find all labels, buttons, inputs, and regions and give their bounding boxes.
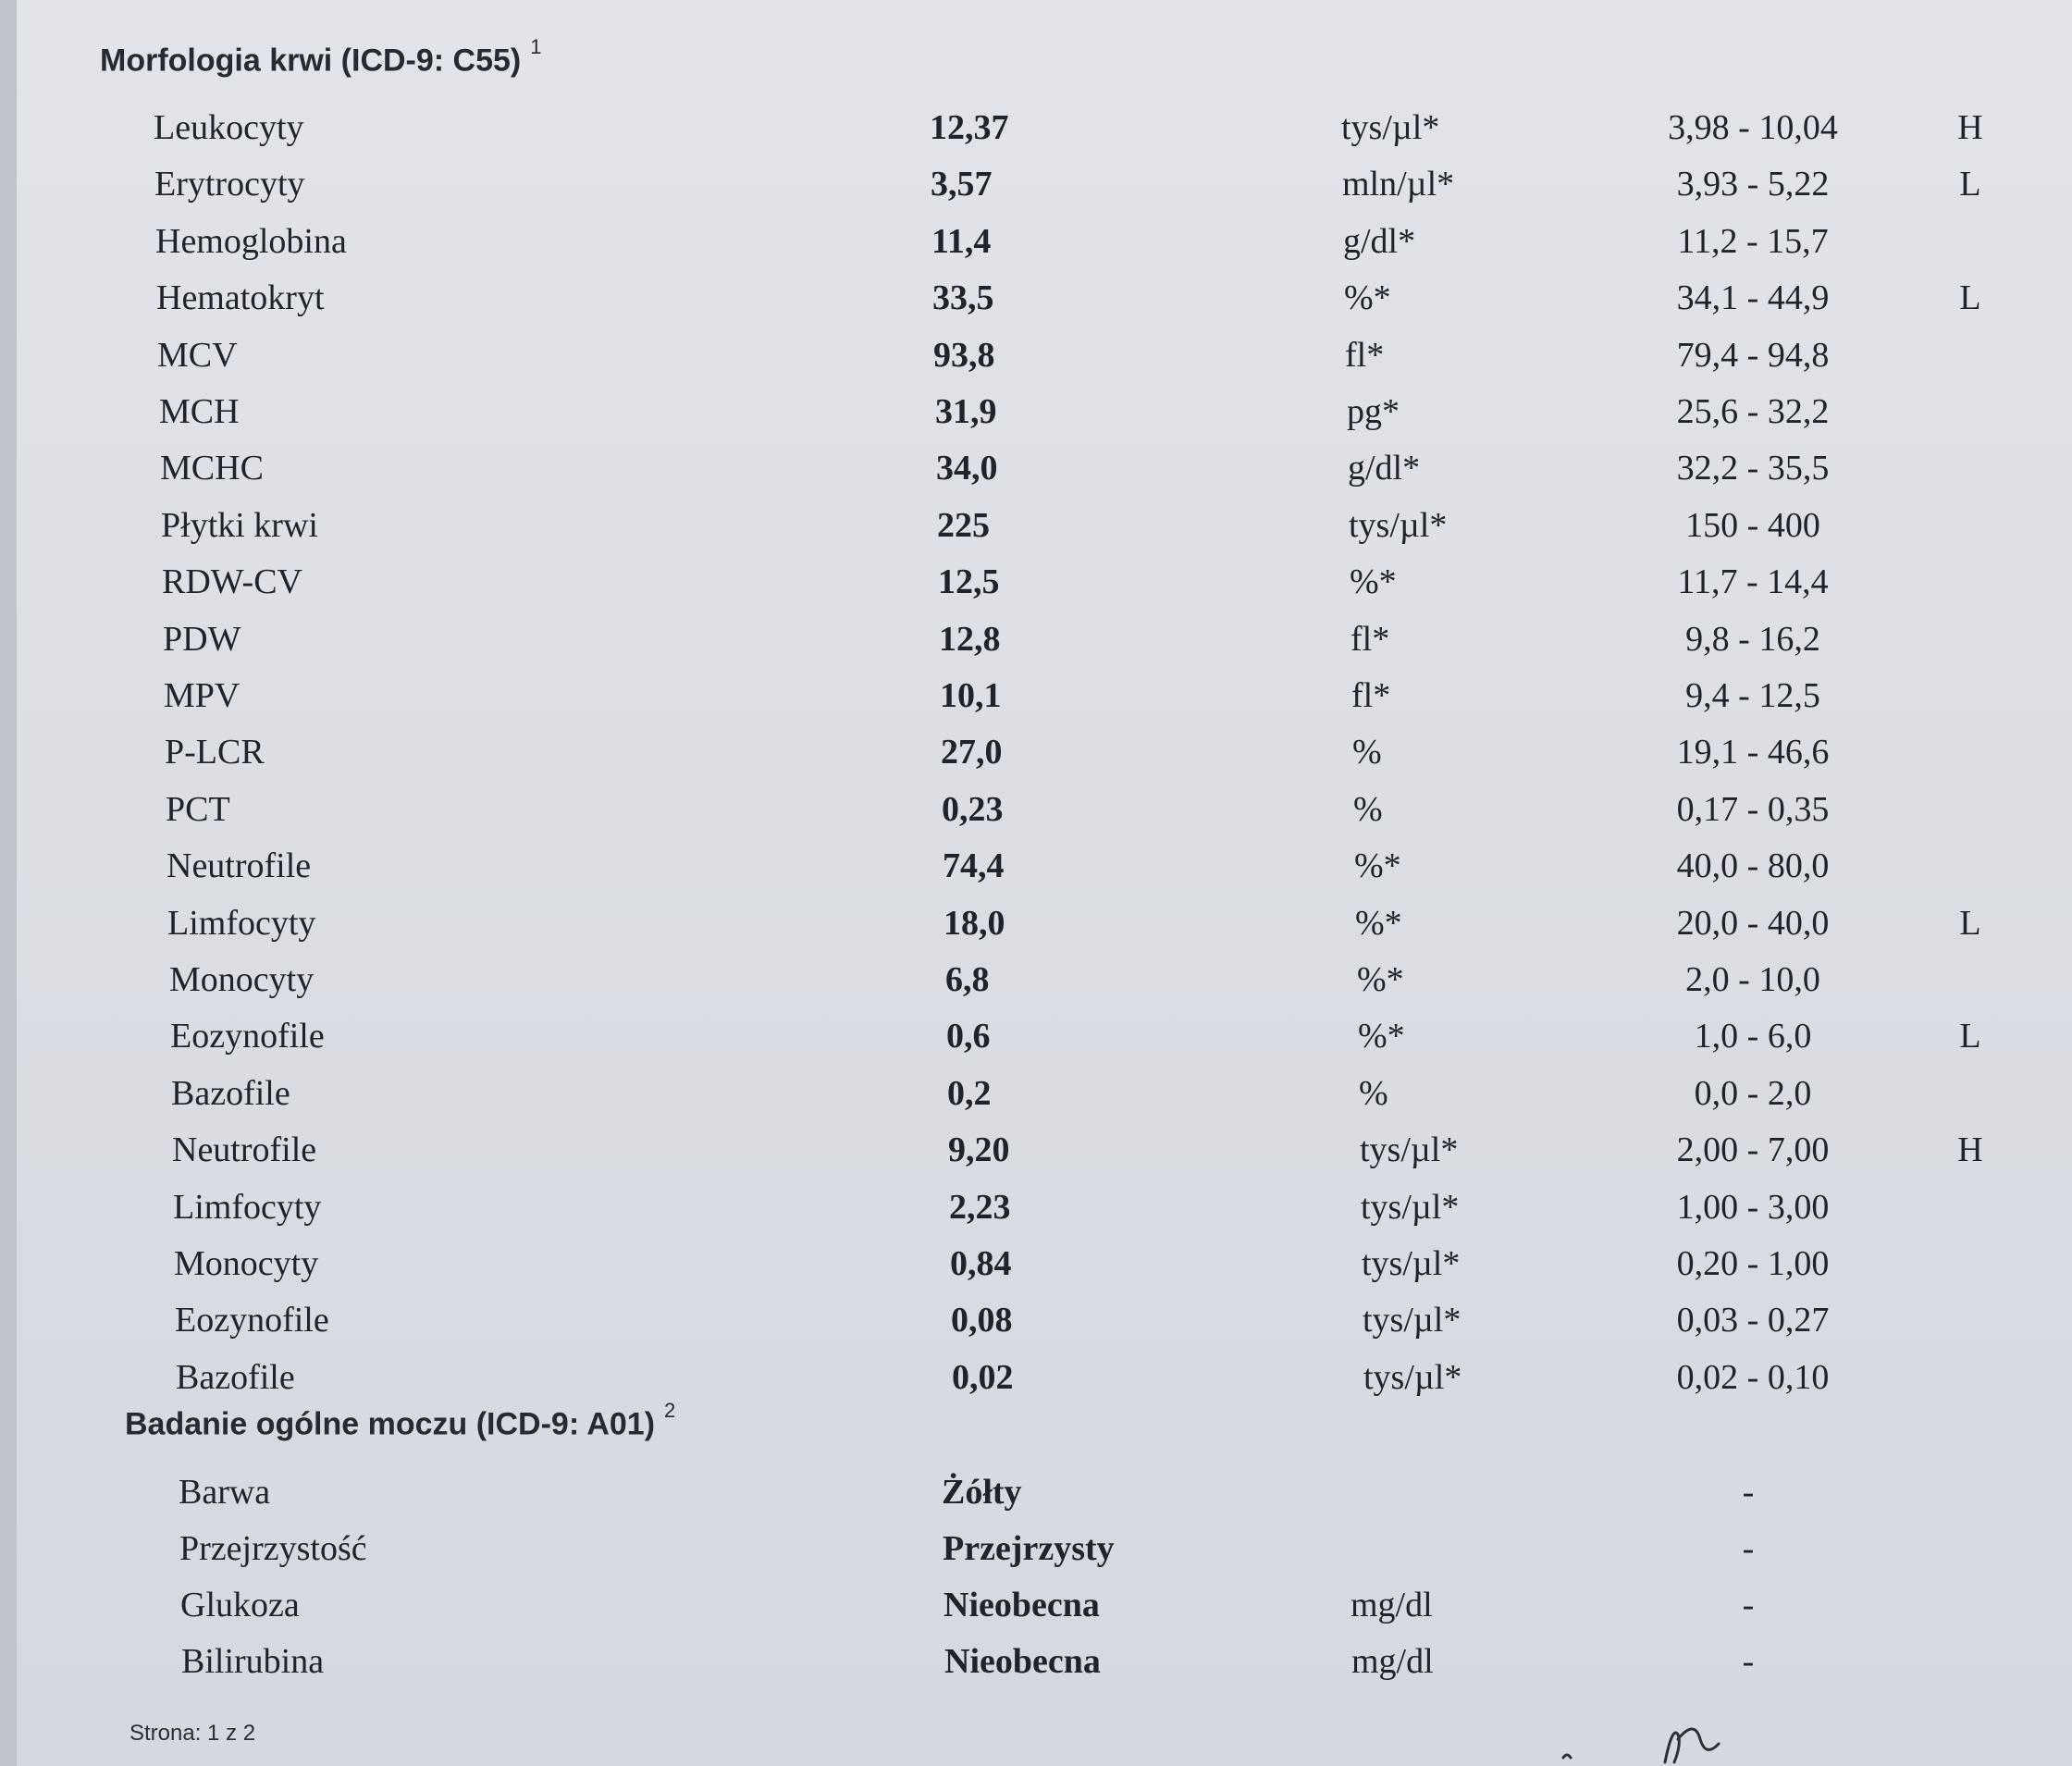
test-value: Nieobecna xyxy=(944,1586,1100,1624)
test-value: 0,23 xyxy=(942,789,1004,829)
test-unit: mg/dl xyxy=(1351,1642,1434,1681)
test-name: MPV xyxy=(164,676,240,715)
result-row xyxy=(0,1068,2072,1119)
reference-range: 1,0 - 6,0 xyxy=(1694,1017,1812,1056)
abnormal-flag: H xyxy=(1957,108,1983,147)
test-name: MCHC xyxy=(160,449,264,488)
result-row xyxy=(0,1238,2072,1290)
abnormal-flag: L xyxy=(1959,165,1981,204)
reference-range: - xyxy=(1742,1642,1755,1681)
test-name: Bilirubina xyxy=(181,1642,325,1681)
handwritten-mark xyxy=(1554,1711,1794,1766)
test-value: 225 xyxy=(937,505,990,545)
test-name: Eozynofile xyxy=(175,1301,329,1340)
test-name: PCT xyxy=(166,789,230,829)
test-value: 27,0 xyxy=(941,733,1003,772)
test-unit: tys/µl* xyxy=(1363,1357,1462,1397)
abnormal-flag: L xyxy=(1959,903,1981,943)
result-row xyxy=(0,1579,2072,1631)
test-unit: tys/µl* xyxy=(1363,1301,1462,1340)
test-value: 12,5 xyxy=(938,562,1000,602)
test-name: MCH xyxy=(159,392,240,431)
result-row xyxy=(0,1352,2072,1403)
test-name: PDW xyxy=(163,619,241,659)
reference-range: 0,0 - 2,0 xyxy=(1694,1073,1812,1113)
test-unit: g/dl* xyxy=(1348,449,1421,488)
test-value: 0,02 xyxy=(952,1357,1014,1397)
reference-range: - xyxy=(1742,1586,1755,1624)
test-name: MCV xyxy=(157,335,238,375)
result-row xyxy=(0,216,2072,267)
test-value: 18,0 xyxy=(944,903,1005,943)
test-unit: %* xyxy=(1354,846,1401,886)
test-unit: fl* xyxy=(1345,335,1385,375)
test-unit: %* xyxy=(1358,1017,1405,1056)
test-name: Bazofile xyxy=(171,1073,290,1113)
test-value: 74,4 xyxy=(943,846,1005,886)
result-row xyxy=(0,954,2072,1006)
test-name: P-LCR xyxy=(165,733,265,772)
test-value: 9,20 xyxy=(948,1130,1010,1170)
test-unit: mln/µl* xyxy=(1342,165,1455,204)
result-row xyxy=(0,1466,2072,1518)
result-row xyxy=(0,1294,2072,1346)
test-value: 0,6 xyxy=(946,1017,991,1056)
test-value: 0,08 xyxy=(951,1301,1013,1340)
test-unit: tys/µl* xyxy=(1349,505,1448,545)
test-value: Przejrzysty xyxy=(943,1529,1115,1568)
reference-range: 11,2 - 15,7 xyxy=(1677,221,1829,261)
reference-range: 3,98 - 10,04 xyxy=(1668,108,1838,147)
result-row xyxy=(0,726,2072,778)
reference-range: 2,00 - 7,00 xyxy=(1676,1130,1830,1170)
abnormal-flag: H xyxy=(1957,1130,1983,1170)
test-name: Eozynofile xyxy=(170,1017,325,1056)
result-row xyxy=(0,1636,2072,1687)
test-name: Neutrofile xyxy=(172,1130,317,1170)
result-row xyxy=(0,1124,2072,1176)
reference-range: - xyxy=(1742,1473,1755,1512)
reference-range: 0,03 - 0,27 xyxy=(1676,1301,1830,1340)
reference-range: 0,02 - 0,10 xyxy=(1676,1357,1830,1397)
test-unit: mg/dl xyxy=(1350,1586,1433,1624)
test-unit: % xyxy=(1352,733,1382,772)
test-name: Monocyty xyxy=(174,1244,319,1283)
section-title-text: Morfologia krwi (ICD-9: C55) xyxy=(100,43,522,79)
test-name: Glukoza xyxy=(180,1586,300,1624)
result-row xyxy=(0,442,2072,494)
result-row xyxy=(0,272,2072,324)
result-row xyxy=(0,500,2072,551)
test-unit: tys/µl* xyxy=(1360,1130,1459,1170)
test-name: Limfocyty xyxy=(173,1187,322,1227)
reference-range: 32,2 - 35,5 xyxy=(1676,449,1830,488)
result-row xyxy=(0,897,2072,949)
section-footnote-marker: 2 xyxy=(664,1399,676,1422)
test-unit: %* xyxy=(1350,562,1397,602)
result-row xyxy=(0,556,2072,608)
test-name: Hemoglobina xyxy=(155,221,347,261)
test-name: Neutrofile xyxy=(166,846,312,886)
test-value: Nieobecna xyxy=(944,1642,1101,1681)
result-row xyxy=(0,329,2072,381)
test-name: Monocyty xyxy=(169,960,314,999)
test-unit: pg* xyxy=(1347,392,1400,431)
result-row xyxy=(0,613,2072,665)
test-value: 2,23 xyxy=(949,1187,1011,1227)
test-name: Erytrocyty xyxy=(154,165,305,204)
test-value: 0,84 xyxy=(950,1244,1012,1283)
test-value: 10,1 xyxy=(940,676,1002,715)
section-footnote-marker: 1 xyxy=(530,35,542,58)
reference-range: 9,4 - 12,5 xyxy=(1685,676,1820,715)
test-value: 93,8 xyxy=(933,335,995,375)
test-value: 12,37 xyxy=(930,108,1009,147)
test-name: RDW-CV xyxy=(162,562,302,602)
test-unit: fl* xyxy=(1351,676,1391,715)
page-number: Strona: 1 z 2 xyxy=(130,1721,256,1746)
reference-range: - xyxy=(1742,1529,1755,1568)
reference-range: 2,0 - 10,0 xyxy=(1685,960,1820,999)
test-unit: g/dl* xyxy=(1343,221,1416,261)
test-value: Żółty xyxy=(942,1473,1022,1512)
test-unit: tys/µl* xyxy=(1341,108,1440,147)
test-unit: %* xyxy=(1357,960,1404,999)
abnormal-flag: L xyxy=(1959,278,1981,318)
reference-range: 1,00 - 3,00 xyxy=(1676,1187,1830,1227)
result-row xyxy=(0,670,2072,722)
reference-range: 0,17 - 0,35 xyxy=(1676,789,1830,829)
test-value: 3,57 xyxy=(931,165,993,204)
reference-range: 0,20 - 1,00 xyxy=(1676,1244,1830,1283)
test-name: Hematokryt xyxy=(156,278,325,318)
test-name: Limfocyty xyxy=(167,903,316,943)
test-unit: tys/µl* xyxy=(1362,1244,1461,1283)
result-row xyxy=(0,1523,2072,1575)
test-name: Bazofile xyxy=(176,1357,295,1397)
test-value: 6,8 xyxy=(945,960,990,999)
section-title-text: Badanie ogólne moczu (ICD-9: A01) xyxy=(125,1406,656,1442)
reference-range: 34,1 - 44,9 xyxy=(1676,278,1830,318)
reference-range: 40,0 - 80,0 xyxy=(1676,846,1830,886)
reference-range: 79,4 - 94,8 xyxy=(1676,335,1830,375)
reference-range: 9,8 - 16,2 xyxy=(1685,619,1820,659)
test-name: Przejrzystość xyxy=(179,1529,367,1568)
test-value: 34,0 xyxy=(936,449,998,488)
test-value: 11,4 xyxy=(931,221,992,261)
result-row xyxy=(0,840,2072,892)
test-value: 0,2 xyxy=(947,1073,992,1113)
test-value: 12,8 xyxy=(939,619,1001,659)
result-row xyxy=(0,158,2072,210)
result-row xyxy=(0,1010,2072,1062)
test-unit: %* xyxy=(1344,278,1391,318)
reference-range: 11,7 - 14,4 xyxy=(1677,562,1829,602)
test-value: 31,9 xyxy=(935,392,997,431)
abnormal-flag: L xyxy=(1959,1017,1981,1056)
test-value: 33,5 xyxy=(932,278,994,318)
reference-range: 150 - 400 xyxy=(1685,505,1820,545)
reference-range: 3,93 - 5,22 xyxy=(1676,165,1830,204)
test-unit: tys/µl* xyxy=(1361,1187,1460,1227)
test-unit: %* xyxy=(1355,903,1402,943)
test-name: Płytki krwi xyxy=(161,505,318,545)
reference-range: 19,1 - 46,6 xyxy=(1676,733,1830,772)
test-unit: fl* xyxy=(1350,619,1390,659)
result-row xyxy=(0,784,2072,835)
test-unit: % xyxy=(1359,1073,1388,1113)
reference-range: 25,6 - 32,2 xyxy=(1676,392,1830,431)
result-row xyxy=(0,386,2072,438)
reference-range: 20,0 - 40,0 xyxy=(1676,903,1830,943)
test-name: Barwa xyxy=(179,1473,271,1512)
test-unit: % xyxy=(1353,789,1383,829)
test-name: Leukocyty xyxy=(154,108,304,147)
result-row xyxy=(0,1181,2072,1233)
result-row xyxy=(0,102,2072,154)
